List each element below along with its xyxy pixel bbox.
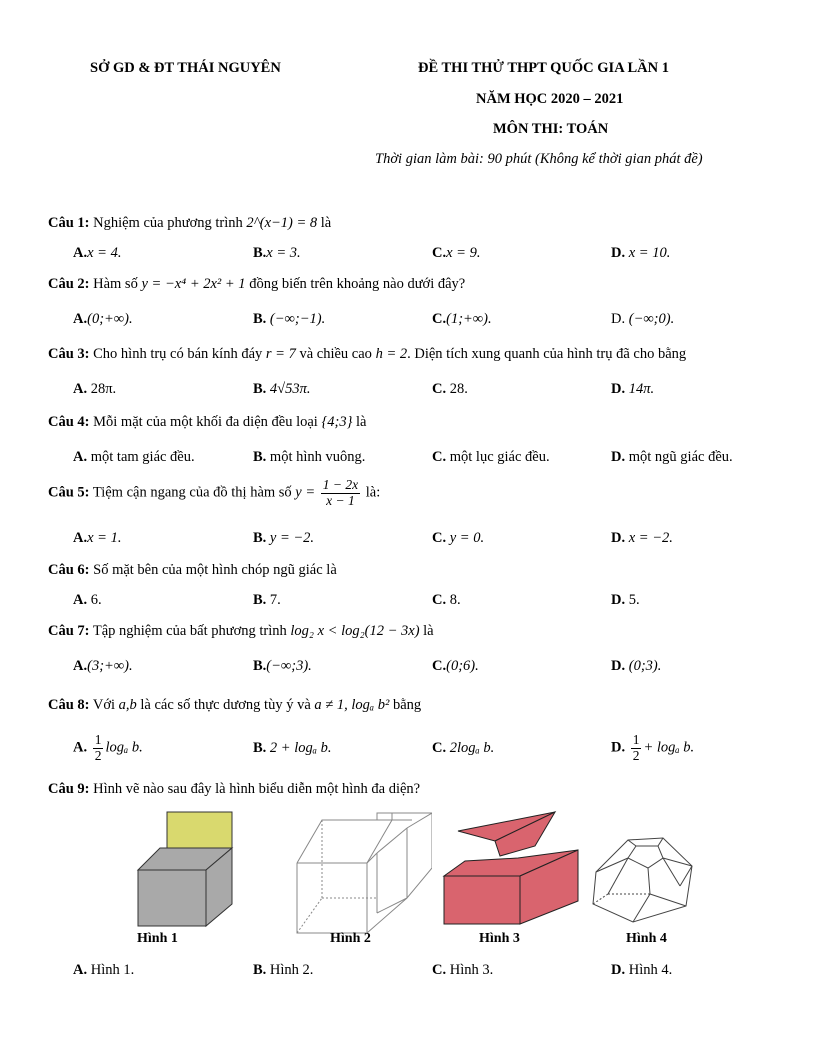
q1-option-a[interactable]: A.x = 4. [73,245,122,261]
q6-option-b[interactable]: B. 7. [253,592,281,608]
time-note: Thời gian làm bài: 90 phút (Không kể thời gian phát đề) [375,151,703,167]
q8a-fraction: $\frac{1}{2}$ [94,732,102,763]
figure-4-polyhedron [588,834,698,926]
q7-option-c[interactable]: C.(0;6). [432,658,479,674]
q9-option-d[interactable]: D. Hình 4. [611,962,673,978]
school-year: NĂM HỌC 2020 – 2021 [476,91,624,107]
q3-option-c[interactable]: C. 28. [432,381,468,397]
question-5: Câu 5: Tiệm cận ngang của đồ thị hàm số y = $\frac{1 - 2x}{x - 1}$ là: [48,477,381,508]
q5-option-c[interactable]: C. y = 0. [432,530,485,546]
question-6: Câu 6: Số mặt bên của một hình chóp ngũ giác là [48,562,337,578]
q2-option-b[interactable]: B. (−∞;−1). [253,311,326,327]
q8-option-c[interactable]: C. 2logₐ b. [432,740,495,756]
q2-option-d[interactable]: D. (−∞;0). [611,311,675,327]
q3-option-b[interactable]: B. 4√53π. [253,381,311,397]
question-4: Câu 4: Mỗi mặt của một khối đa diện đều loại {4;3} là [48,414,367,430]
figure-2-label: Hình 2 [330,931,371,946]
figure-3-solids [440,806,580,928]
exam-title: ĐỀ THI THỬ THPT QUỐC GIA LẦN 1 [418,60,669,76]
q6-option-d[interactable]: D. 5. [611,592,640,608]
q6-option-a[interactable]: A. 6. [73,592,102,608]
question-8: Câu 8: Với a,b là các số thực dương tùy ý và a ≠ 1, logₐ b² bằng [48,697,422,713]
q2-option-c[interactable]: C.(1;+∞). [432,311,492,327]
q4-option-b[interactable]: B. một hình vuông. [253,449,366,465]
q7-option-a[interactable]: A.(3;+∞). [73,658,133,674]
school-name: SỞ GD & ĐT THÁI NGUYÊN [90,60,281,76]
q9-option-c[interactable]: C. Hình 3. [432,962,494,978]
q5-fraction: $\frac{1 - 2x}{x - 1}$ [322,477,359,508]
q8-option-d[interactable]: D. $\frac{1}{2}$ + logₐ b. [611,732,695,763]
q5-option-b[interactable]: B. y = −2. [253,530,315,546]
subject: MÔN THI: TOÁN [493,121,609,137]
q9-option-b[interactable]: B. Hình 2. [253,962,314,978]
q4-option-c[interactable]: C. một lục giác đều. [432,449,550,465]
q5-option-d[interactable]: D. x = −2. [611,530,673,546]
figure-3-label: Hình 3 [479,931,520,946]
question-9: Câu 9: Hình vẽ nào sau đây là hình biểu diễn một hình đa diện? [48,781,421,797]
q2-option-a[interactable]: A.(0;+∞). [73,311,133,327]
q4-option-d[interactable]: D. một ngũ giác đều. [611,449,733,465]
q8d-fraction: $\frac{1}{2}$ [632,732,640,763]
question-7: Câu 7: Tập nghiệm của bất phương trình log₂ x < log₂(12 − 3x) là [48,623,434,639]
q5-option-a[interactable]: A.x = 1. [73,530,122,546]
q3-option-d[interactable]: D. 14π. [611,381,655,397]
q9-option-a[interactable]: A. Hình 1. [73,962,135,978]
q6-option-c[interactable]: C. 8. [432,592,461,608]
figure-4-label: Hình 4 [626,931,667,946]
q8-option-b[interactable]: B. 2 + logₐ b. [253,740,332,756]
q1-option-c[interactable]: C.x = 9. [432,245,481,261]
q1-option-b[interactable]: B.x = 3. [253,245,301,261]
question-1: Câu 1: Nghiệm của phương trình 2^(x−1) = 8 là [48,215,332,231]
q1-option-d[interactable]: D. x = 10. [611,245,671,261]
figure-2-wireframe [292,808,432,938]
q7-option-b[interactable]: B.(−∞;3). [253,658,312,674]
figure-1-label: Hình 1 [137,931,178,946]
q3-option-a[interactable]: A. 28π. [73,381,117,397]
figure-1-open-box [130,808,240,930]
q4-option-a[interactable]: A. một tam giác đều. [73,449,195,465]
q7-option-d[interactable]: D. (0;3). [611,658,662,674]
question-3: Câu 3: Cho hình trụ có bán kính đáy r = 7 và chiều cao h = 2. Diện tích xung quanh của hình trụ đã cho bằng [48,346,687,362]
q8-option-a[interactable]: A. $\frac{1}{2}$ logₐ b. [73,732,143,763]
question-2: Câu 2: Hàm số y = −x⁴ + 2x² + 1 đồng biến trên khoảng nào dưới đây? [48,276,466,292]
